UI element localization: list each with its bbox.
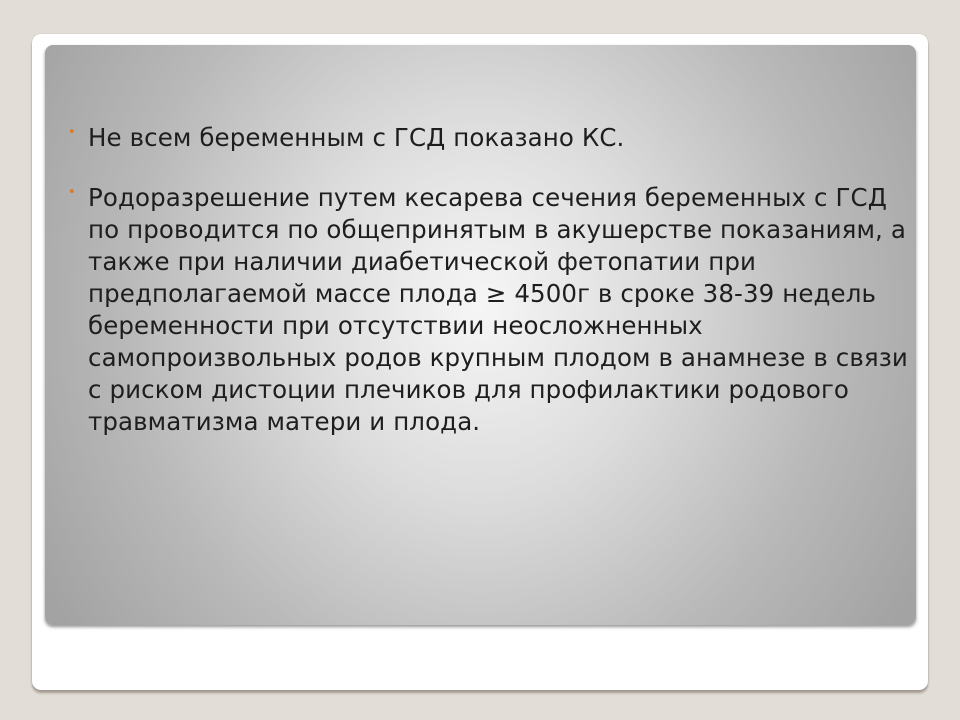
- bullet-item: [68, 122, 918, 154]
- bullet-text: Не всем беременным с ГСД показано КС.: [88, 123, 625, 152]
- bullet-item: [68, 182, 918, 438]
- bullet-text: Родоразрешение путем кесарева сечения беременных с ГСД по проводится по общепринятым в акушерстве показаниям, а также при наличии диабетической фетопатии при предполагаемой массе плода ≥ 4500г в сроке 38-39 недель беременности при отсутствии неосложненных самопроизвольных родов крупным плодом в анамнезе в связи с риском дистоции плечиков для профилактики родового травматизма матери и плода.: [88, 183, 908, 436]
- bullet-list: [68, 122, 918, 438]
- bullet-dot-icon: •: [68, 185, 76, 200]
- bullet-dot-icon: •: [68, 125, 76, 140]
